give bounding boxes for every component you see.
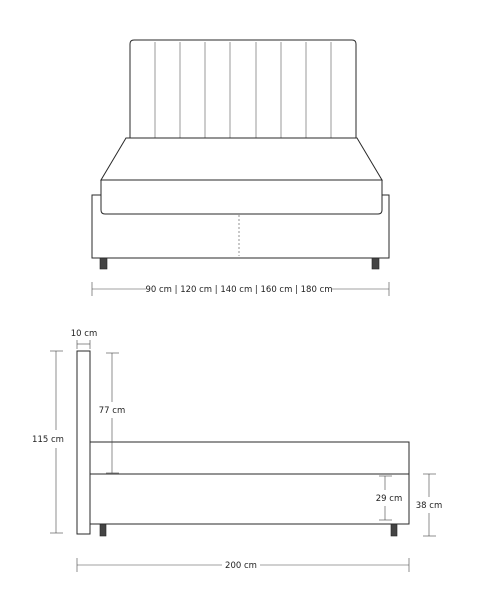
- base-inner-height-label: 29 cm: [375, 494, 403, 504]
- headboard-height-label: 77 cm: [98, 406, 126, 416]
- front-width-label: 90 cm | 120 cm | 140 cm | 160 cm | 180 cm: [145, 285, 333, 295]
- side-left-leg: [100, 524, 106, 536]
- headboard-side: [77, 351, 90, 534]
- headboard-front: [130, 40, 356, 150]
- mattress-side: [90, 442, 409, 474]
- total-height-label: 115 cm: [32, 435, 64, 445]
- mattress-front: [101, 180, 382, 214]
- front-right-leg: [372, 258, 379, 269]
- headboard-thickness-dimension: [77, 340, 90, 349]
- mattress-top: [101, 138, 382, 180]
- length-label: 200 cm: [225, 561, 257, 571]
- side-view: [32, 329, 442, 572]
- base-side: [90, 474, 409, 524]
- front-view: [92, 40, 389, 296]
- front-left-leg: [100, 258, 107, 269]
- headboard-thickness-label: 10 cm: [70, 329, 98, 339]
- side-right-leg: [391, 524, 397, 536]
- base-height-label: 38 cm: [415, 501, 443, 511]
